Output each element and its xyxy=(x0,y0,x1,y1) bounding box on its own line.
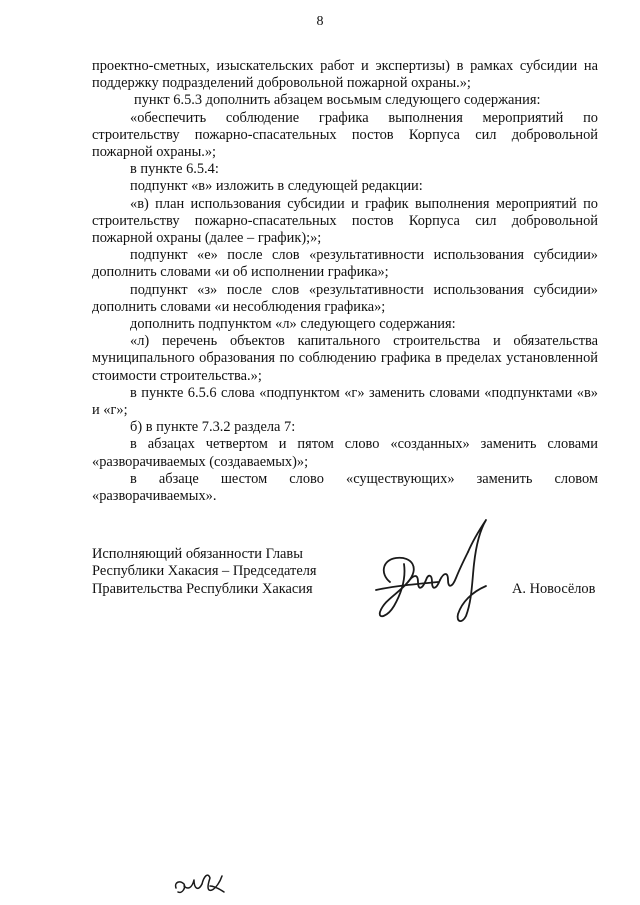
paragraph: подпункт «в» изложить в следующей редакции: xyxy=(130,178,423,195)
document-body xyxy=(92,58,598,505)
handwritten-initials xyxy=(172,868,228,898)
position-line: Исполняющий обязанности Главы xyxy=(92,546,303,562)
paragraph: «обеспечить соблюдение графика выполнения мероприятий по строительству пожарно-спасательных постов Корпуса сил добровольной пожарной охраны.»; xyxy=(92,109,598,161)
paragraph: подпункт «е» после слов «результативности использования субсидии» дополнить словами «и об исполнении графика»; xyxy=(92,247,598,281)
paragraph: проектно-сметных, изыскательских работ и экспертизы) в рамках субсидии на поддержку подразделений добровольной пожарной охраны.»; xyxy=(92,58,598,92)
paragraph: в абзаце шестом слово «существующих» заменить словом «разворачиваемых». xyxy=(92,470,598,505)
paragraph: в пункте 6.5.4: xyxy=(130,161,219,178)
paragraph: б) в пункте 7.3.2 раздела 7: xyxy=(130,419,296,436)
position-line: Республики Хакасия – Председателя xyxy=(92,563,317,580)
handwritten-signature xyxy=(368,516,508,626)
position-line: Правительства Республики Хакасия xyxy=(92,580,313,597)
paragraph: «л) перечень объектов капитального строительства и обязательства муниципального образования по соблюдению графика в пределах установленной стоимости строительства.»; xyxy=(92,333,598,384)
paragraph: в абзацах четвертом и пятом слово «созданных» заменить словами «разворачиваемых (создаваемых)»; xyxy=(92,436,598,470)
paragraph: подпункт «з» после слов «результативности использования субсидии» дополнить словами «и несоблюдения графика»; xyxy=(92,281,598,315)
page-number: 8 xyxy=(316,14,324,29)
signatory-position xyxy=(92,546,317,598)
paragraph: «в) план использования субсидии и график выполнения мероприятий по строительству пожарно-спасательных постов Корпуса сил добровольной пожарной охраны (далее – график);»; xyxy=(92,195,598,247)
signer-name: А. Новосёлов xyxy=(512,581,596,597)
paragraph: в пункте 6.5.6 слова «подпунктом «г» заменить словами «подпунктами «в» и «г»; xyxy=(92,384,598,419)
paragraph: дополнить подпунктом «л» следующего содержания: xyxy=(130,316,456,333)
paragraph: пункт 6.5.3 дополнить абзацем восьмым следующего содержания: xyxy=(134,92,541,109)
